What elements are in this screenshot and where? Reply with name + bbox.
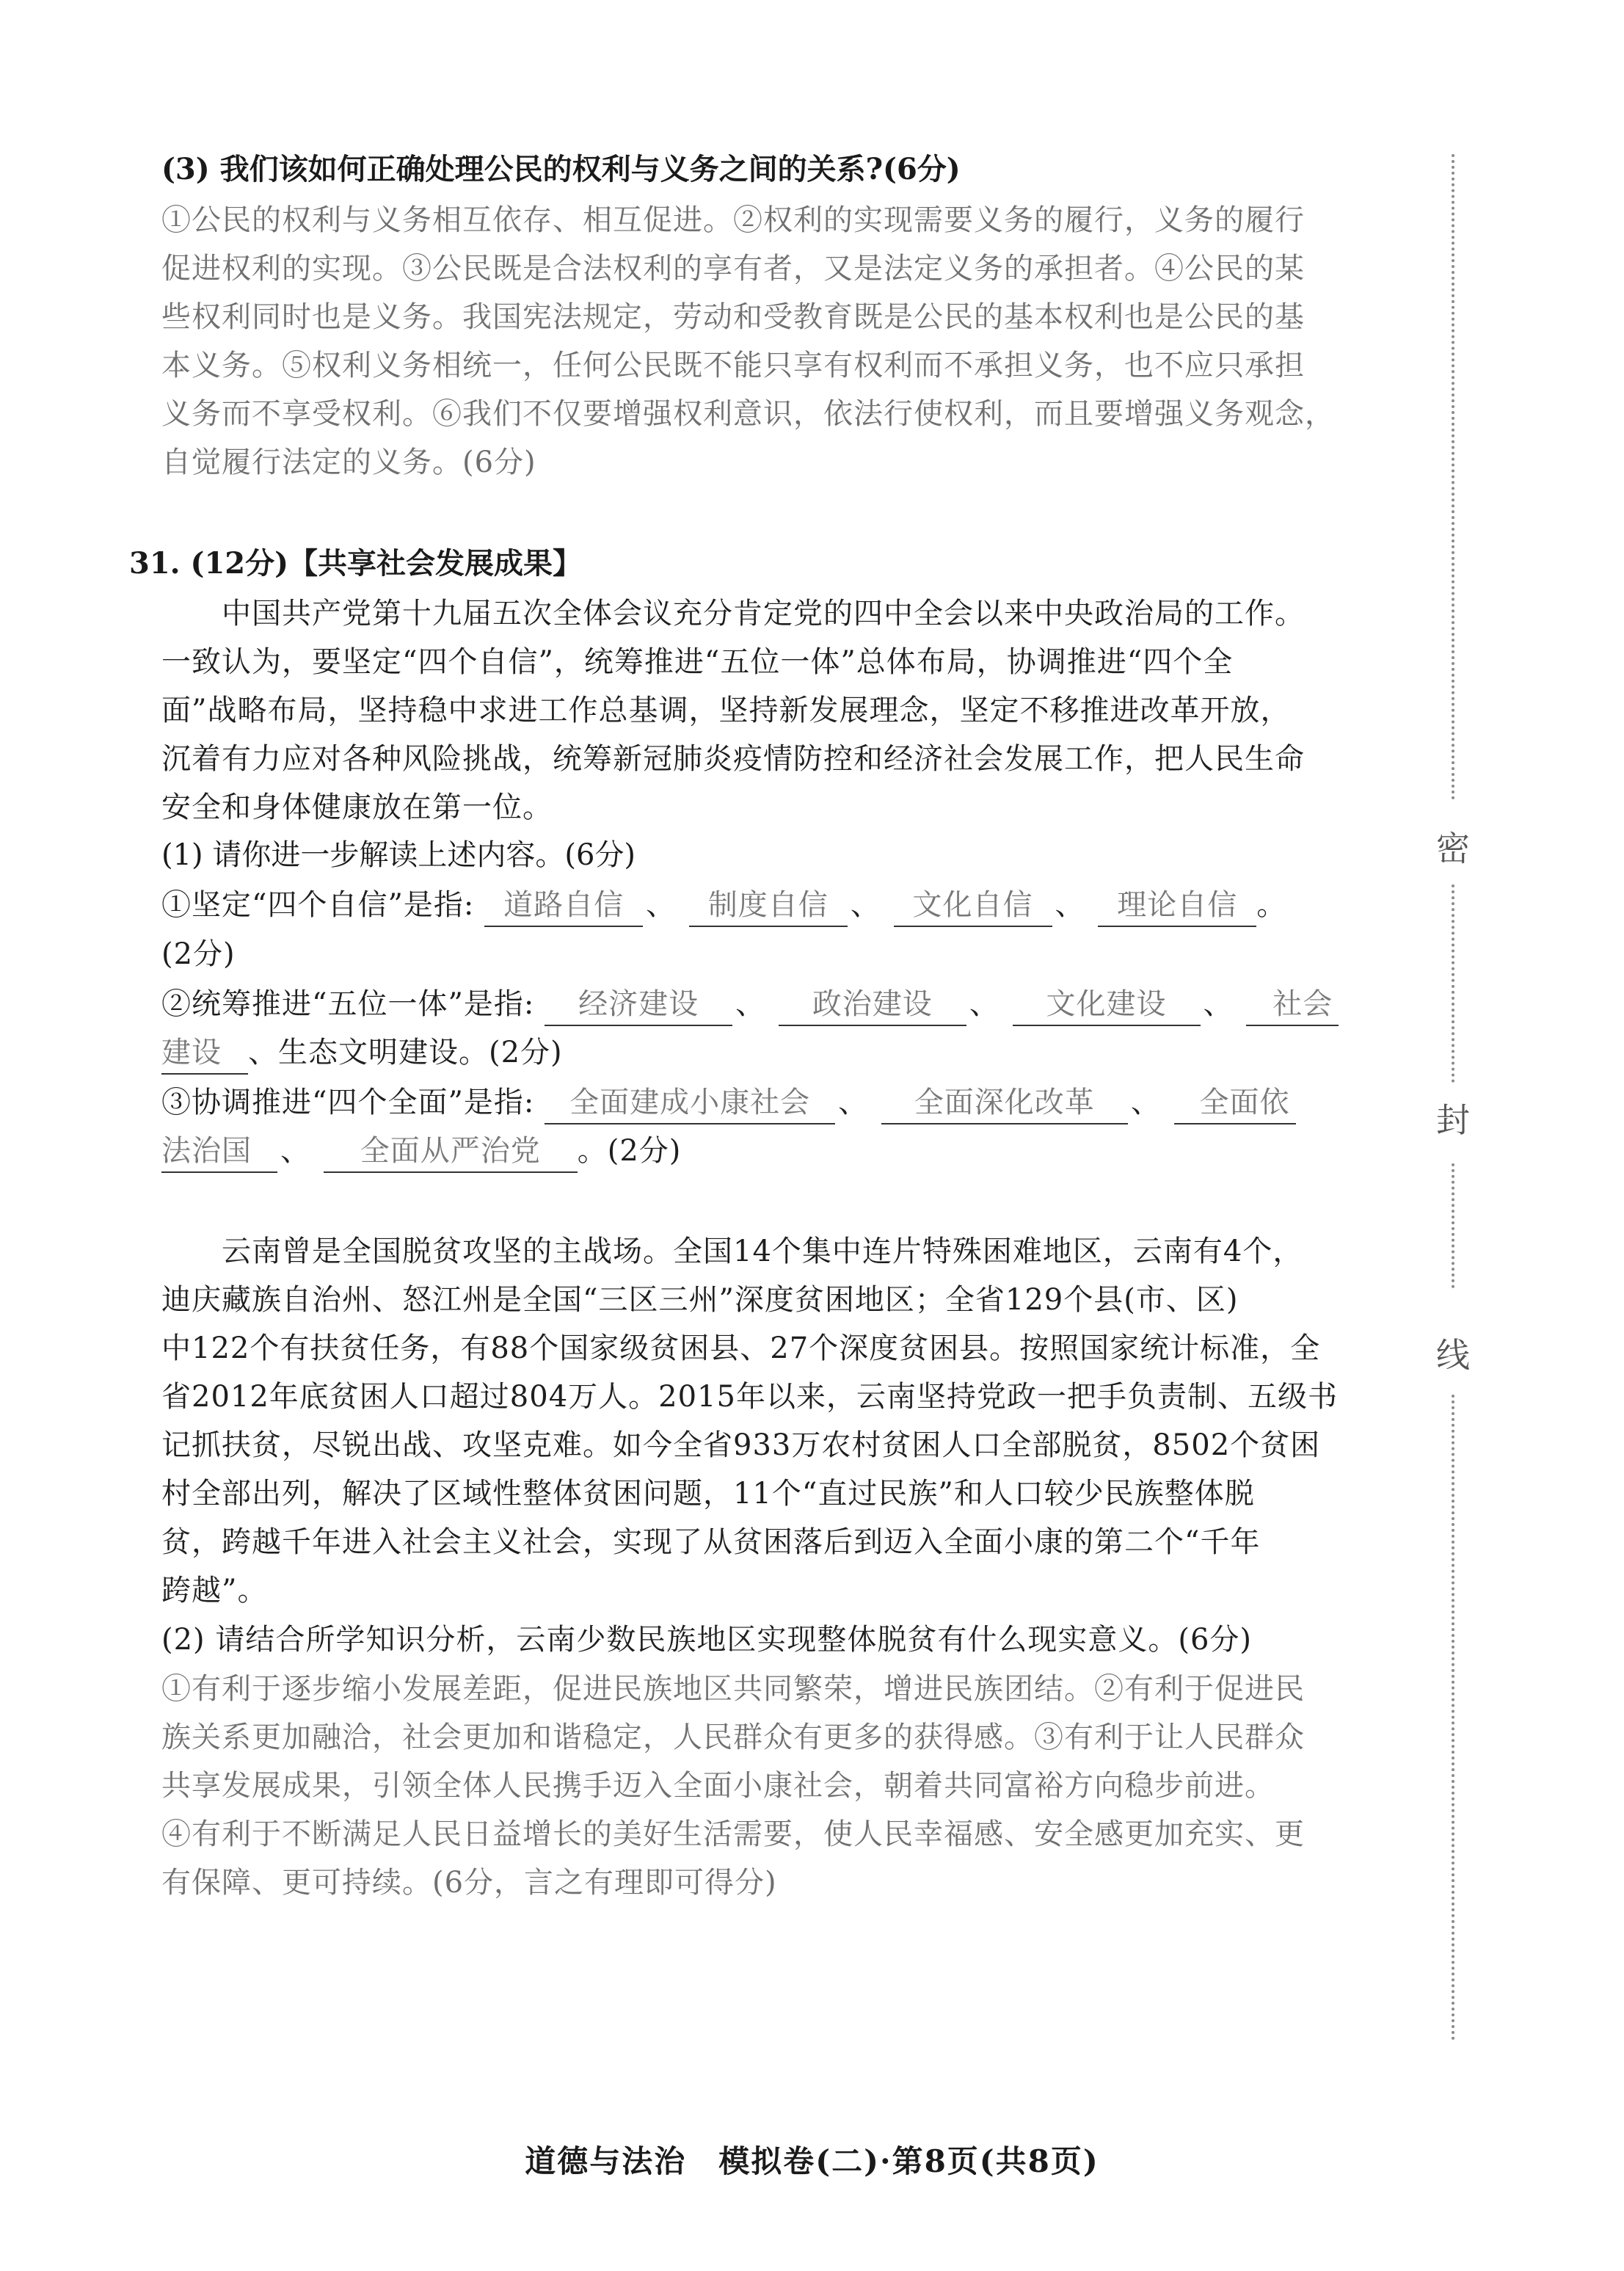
q31-sub1-item2: ②统筹推进“五位一体”是指: 经济建设 、 政治建设 、 文化建设 、 社会 <box>161 984 1380 1028</box>
material-line: 记抓扶贫，尽锐出战、攻坚克难。如今全省933万农村贫困人口全部脱贫，8502个贫困 <box>161 1428 1321 1462</box>
answer-line: 共享发展成果，引领全体人民携手迈入全面小康社会，朝着共同富裕方向稳步前进。 <box>161 1769 1275 1803</box>
item-prefix: ②统筹推进“五位一体”是指: <box>161 987 535 1021</box>
fill-blank: 全面深化改革 <box>881 1082 1128 1124</box>
answer-line: ④有利于不断满足人民日益增长的美好生活需要，使人民幸福感、安全感更加充实、更 <box>161 1817 1305 1851</box>
binding-label-xian: 线 <box>1436 1335 1470 1375</box>
answer-line: 促进权利的实现。③公民既是合法权利的享有者，又是法定义务的承担者。④公民的某 <box>161 252 1305 286</box>
q31-sub1-item1-score: (2分) <box>161 937 236 971</box>
item-tail: 。(2分) <box>577 1134 682 1168</box>
binding-dotted-line <box>1452 154 1454 800</box>
q30-sub3-question: (3) 我们该如何正确处理公民的权利与义务之间的关系?(6分) <box>161 152 961 186</box>
binding-dotted-line <box>1452 1163 1454 1288</box>
material-line: 中国共产党第十九届五次全体会议充分肯定党的四中全会以来中央政治局的工作。 <box>222 597 1305 631</box>
binding-dotted-line <box>1452 884 1454 1083</box>
material-line: 云南曾是全国脱贫攻坚的主战场。全国14个集中连片特殊困难地区，云南有4个， <box>222 1235 1303 1268</box>
q31-sub1-item2-cont <box>161 1032 1380 1076</box>
material-line: 迪庆藏族自治州、怒江州是全国“三区三州”深度贫困地区；全省129个县(市、区) <box>161 1283 1239 1317</box>
material-line: 一致认为，要坚定“四个自信”，统筹推进“五位一体”总体布局，协调推进“四个全 <box>161 645 1234 679</box>
fill-blank: 全面从严治党 <box>324 1130 578 1173</box>
fill-blank: 制度自信 <box>689 884 848 927</box>
answer-line: 本义务。⑤权利义务相统一，任何公民既不能只享有权利而不承担义务，也不应只承担 <box>161 349 1305 382</box>
material-line: 村全部出列，解决了区域性整体贫困问题，11个“直过民族”和人口较少民族整体脱 <box>161 1477 1255 1511</box>
q31-header: 31. (12分)【共享社会发展成果】 <box>129 546 583 581</box>
fill-blank: 理论自信 <box>1098 884 1256 927</box>
item-tail: 、生态文明建设。(2分) <box>248 1036 563 1069</box>
item-prefix: ①坚定“四个自信”是指: <box>161 888 475 922</box>
fill-blank: 全面建成小康社会 <box>545 1082 835 1124</box>
item-prefix: ③协调推进“四个全面”是指: <box>161 1086 535 1119</box>
fill-blank: 社会 <box>1246 984 1339 1026</box>
material-line: 省2012年底贫困人口超过804万人。2015年以来，云南坚持党政一把手负责制、五级书 <box>161 1380 1338 1414</box>
material-line: 贫，跨越千年进入社会主义社会，实现了从贫困落后到迈入全面小康的第二个“千年 <box>161 1525 1261 1559</box>
material-line: 安全和身体健康放在第一位。 <box>161 791 553 824</box>
fill-blank: 文化建设 <box>1013 984 1201 1026</box>
material-line: 面”战略布局，坚持稳中求进工作总基调，坚持新发展理念，坚定不移推进改革开放， <box>161 694 1291 727</box>
q31-sub1-item1: ①坚定“四个自信”是指: 道路自信 、 制度自信 、 文化自信 、 理论自信 。 <box>161 884 1380 929</box>
q31-sub1-item3: ③协调推进“四个全面”是指: 全面建成小康社会 、 全面深化改革 、 全面依 <box>161 1082 1380 1126</box>
page-footer: 道德与法治 模拟卷(二)·第8页(共8页) <box>525 2143 1099 2179</box>
fill-blank: 道路自信 <box>484 884 643 927</box>
material-line: 跨越”。 <box>161 1574 268 1607</box>
fill-blank: 文化自信 <box>894 884 1052 927</box>
q31-sub1-item3-cont: 法治国 、 全面从严治党 。(2分) <box>161 1130 1380 1174</box>
answer-line: 族关系更加融洽，社会更加和谐稳定，人民群众有更多的获得感。③有利于让人民群众 <box>161 1720 1305 1754</box>
q31-sub2-question: (2) 请结合所学知识分析，云南少数民族地区实现整体脱贫有什么现实意义。(6分) <box>161 1623 1253 1657</box>
binding-dotted-line <box>1452 1395 1454 2041</box>
fill-blank: 经济建设 <box>545 984 732 1026</box>
fill-blank: 建设 <box>161 1032 248 1075</box>
binding-label-feng: 封 <box>1436 1100 1470 1140</box>
answer-line: ①有利于逐步缩小发展差距，促进民族地区共同繁荣，增进民族团结。②有利于促进民 <box>161 1672 1305 1706</box>
fill-blank: 全面依 <box>1174 1082 1296 1124</box>
answer-line: 有保障、更可持续。(6分，言之有理即可得分) <box>161 1866 777 1900</box>
answer-line: 义务而不享受权利。⑥我们不仅要增强权利意识，依法行使权利，而且要增强义务观念， <box>161 397 1335 431</box>
material-line: 中122个有扶贫任务，有88个国家级贫困县、27个深度贫困县。按照国家统计标准，全 <box>161 1331 1321 1365</box>
q31-sub1-question: (1) 请你进一步解读上述内容。(6分) <box>161 838 636 872</box>
fill-blank: 政治建设 <box>779 984 966 1026</box>
material-line: 沉着有力应对各种风险挑战，统筹新冠肺炎疫情防控和经济社会发展工作，把人民生命 <box>161 742 1305 776</box>
answer-line: 些权利同时也是义务。我国宪法规定，劳动和受教育既是公民的基本权利也是公民的基 <box>161 300 1305 334</box>
binding-label-mi: 密 <box>1436 829 1470 868</box>
answer-line: ①公民的权利与义务相互依存、相互促进。②权利的实现需要义务的履行，义务的履行 <box>161 203 1305 237</box>
fill-blank: 法治国 <box>161 1130 277 1173</box>
item-end: 。 <box>1256 888 1287 922</box>
answer-line: 自觉履行法定的义务。(6分) <box>161 446 536 479</box>
